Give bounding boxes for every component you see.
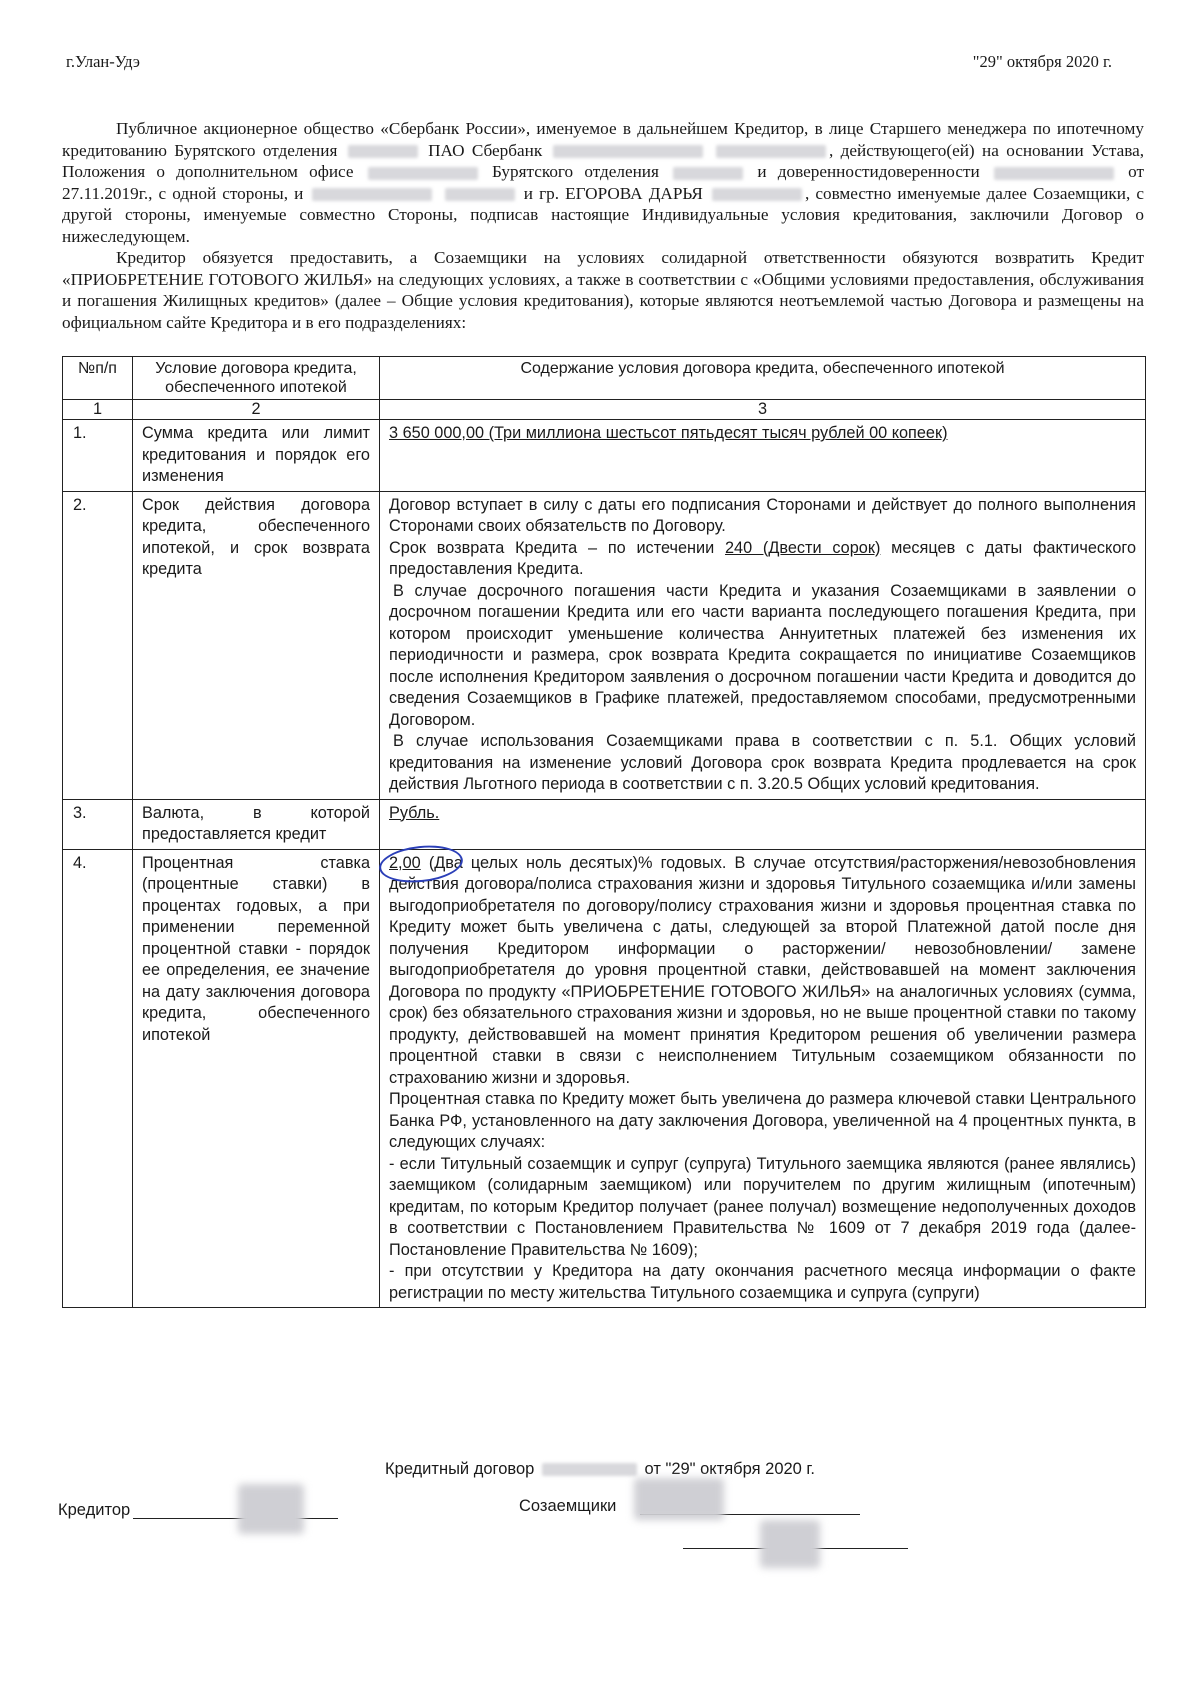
intro-text-part: , совместно именуемые далее Созаемщики, с другой стороны, именуемые совместно Стороны, подписав настоящие Индивидуальные условия кредитования, заключили Договор о нижеследующем. — [62, 183, 1145, 246]
row-content — [380, 491, 1146, 799]
redacted-text — [673, 167, 743, 180]
loan-term-months: 240 (Двести сорок) — [724, 538, 881, 557]
loan-terms-table — [62, 356, 1146, 1308]
intro-text-part: Публичное акционерное общество «Сбербанк России», именуемое в дальнейшем Кредитор, в лице Старшего менеджера по ипотечному кредитованию Бурятского отделения — [62, 119, 1144, 160]
row-number: 3. — [63, 799, 133, 849]
redacted-text — [368, 167, 478, 180]
redacted-text — [312, 188, 432, 201]
row-number: 4. — [63, 849, 133, 1308]
row-condition: Процентная ставка (процентные ставки) в процентах годовых, а при применении переменной процентной ставки - порядок ее определения, ее значение на дату заключения договора кредита, обеспеченного ипотекой — [133, 849, 380, 1308]
creditor-label: Кредитор — [58, 1501, 131, 1519]
term-text: Срок возврата Кредита – по истечении — [389, 538, 715, 557]
rate-paragraph — [389, 853, 1136, 1090]
intro-text-part: и доверенностидоверенности — [757, 162, 980, 181]
term-paragraph: Договор вступает в силу с даты его подписания Сторонами и действует до полного выполнения Сторонами своих обязательств по Договору. — [389, 495, 1136, 535]
creditor-signature — [238, 1484, 304, 1534]
interest-rate-value: 2,00 — [389, 853, 421, 872]
creditor-signature-line — [133, 1518, 338, 1519]
redacted-text — [445, 188, 515, 201]
document-date: "29" октября 2020 г. — [972, 52, 1112, 71]
row-condition: Срок действия договора кредита, обеспеченного ипотекой, и срок возврата кредита — [133, 491, 380, 799]
term-text: месяцев с даты фактического предоставления Кредита. — [389, 538, 1137, 578]
row-content — [380, 849, 1146, 1308]
intro-text — [62, 118, 1144, 333]
header-number: №п/п — [63, 357, 133, 400]
header-content: Содержание условия договора кредита, обеспеченного ипотекой — [380, 357, 1146, 400]
row-content — [380, 799, 1146, 849]
term-paragraph: В случае использования Созаемщиками права в соответствии с п. 5.1. Общих условий кредитования на изменение условий Договора срок возврата Кредита продлевается на срок действия Льготного периода в соответствии с п. 3.20.5 Общих условий кредитования. — [389, 732, 1136, 793]
table-header-row — [63, 357, 1146, 400]
row-number: 2. — [63, 491, 133, 799]
rate-paragraph: - если Титульный созаемщик и супруг (супруга) Титульного заемщика являются (ранее являлись) заемщиком (солидарным заемщиком) или поручителем по другим жилищным (ипотечным) кредитам, по которым Кредитор получает (ранее получал) возмещение недополученных доходов в соответствии с Постановлением Правительства № 1609 от 7 декабря 2019 года (далее- Постановление Правительства № 1609); — [389, 1154, 1136, 1259]
term-paragraph — [389, 538, 1136, 581]
column-number-row — [63, 400, 1146, 420]
intro-text-part: и гр. ЕГОРОВА ДАРЬЯ — [523, 183, 703, 203]
loan-currency: Рубль. — [389, 803, 440, 822]
table-row — [63, 491, 1146, 799]
column-number: 3 — [380, 400, 1146, 420]
intro-text-part: ПАО Сбербанк — [428, 140, 543, 160]
term-paragraph: В случае досрочного погашения части Кредита и указания Созаемщиками в заявлении о досрочном погашении Кредита или его части варианта последующего погашения Кредита, при котором происходит уменьшение количества Аннуитетных платежей без изменения их периодичности и размера, срок возврата Кредита сокращается по инициативе Созаемщиков после исполнения Кредитором заявления о досрочном погашении части Кредита и доводится до сведения Созаемщиков в Графике платежей, предоставляемом способами, предусмотренными Договором. — [389, 581, 1136, 729]
redacted-text — [716, 145, 826, 158]
redacted-text — [994, 167, 1114, 180]
rate-paragraph: - при отсутствии у Кредитора на дату окончания расчетного месяца информации о факте регистрации по месту жительства Титульного созаемщика и супруга (супруги) — [389, 1262, 1136, 1302]
table-row — [63, 420, 1146, 492]
intro-paragraph-obligation: Кредитор обязуется предоставить, а Созаемщики на условиях солидарной ответственности обязуются возвратить Кредит «ПРИОБРЕТЕНИЕ ГОТОВОГО ЖИЛЬЯ» на следующих условиях, а также в соответствии с «Общими условиями предоставления, обслуживания и погашения Жилищных кредитов» (далее – Общие условия кредитования), которые являются неотъемлемой частью Договора и размещены на официальном сайте Кредитора и в его подразделениях: — [62, 248, 1144, 332]
column-number: 2 — [133, 400, 380, 420]
table-row — [63, 799, 1146, 849]
header-condition: Условие договора кредита, обеспеченного ипотекой — [133, 357, 380, 400]
redacted-text — [348, 145, 418, 158]
intro-text-part: Бурятского отделения — [491, 162, 659, 181]
contract-footer-title — [0, 1460, 1200, 1479]
footer-text: от "29" октября 2020 г. — [644, 1460, 816, 1478]
intro-text-part: от 27.11.2019г., с одной стороны, и — [62, 162, 1144, 203]
intro-text-part: , действующего(ей) на основании Устава, Положения о дополнительном офисе — [62, 140, 1145, 181]
coborrowers-label: Созаемщики — [519, 1497, 617, 1515]
intro-paragraph-parties — [62, 118, 1144, 247]
coborrower-signature — [634, 1478, 724, 1520]
row-content — [380, 420, 1146, 492]
row-condition: Валюта, в которой предоставляется кредит — [133, 799, 380, 849]
column-number: 1 — [63, 400, 133, 420]
rate-paragraph: Процентная ставка по Кредиту может быть увеличена до размера ключевой ставки Центрального Банка РФ, установленного на дату заключения Договора, увеличенной на 4 процентных пункта, в следующих случаях: — [389, 1090, 1136, 1151]
redacted-text — [553, 145, 703, 158]
footer-text: Кредитный договор — [384, 1460, 535, 1478]
loan-amount: 3 650 000,00 (Три миллиона шестьсот пятьдесят тысяч рублей 00 копеек) — [389, 424, 948, 442]
row-number: 1. — [63, 420, 133, 492]
table-row — [63, 849, 1146, 1308]
row-condition: Сумма кредита или лимит кредитования и порядок его изменения — [133, 420, 380, 492]
interest-rate — [389, 853, 421, 875]
redacted-text — [542, 1463, 637, 1476]
city: г.Улан-Удэ — [66, 52, 140, 71]
coborrower-signature — [760, 1520, 820, 1568]
redacted-text — [712, 188, 802, 201]
rate-text: (Два целых ноль десятых)% годовых. В случае отсутствия/расторжения/невозобновления действия договора/полиса страхования жизни и здоровья Титульного созаемщика и/или замены выгодоприобретателя по договору/полису страхования жизни и здоровья процентная ставка по Кредиту может быть увеличена с даты, следующей за второй Платежной датой после дня получения Кредитором информации о расторжении/ невозобновлении/ замене выгодоприобретателя до уровня процентной ставки, действовавшей на момент заключения Договора по продукту «ПРИОБРЕТЕНИЕ ГОТОВОГО ЖИЛЬЯ» на аналогичных условиях (сумма, срок) без обязательного страхования жизни и здоровья, но не выше процентной ставки по такому продукту, действовавшей на момент принятия Кредитором решения об увеличении размера процентной ставки в связи с неисполнением Титульным созаемщиком обязанности по страхованию жизни и здоровья. — [389, 853, 1136, 1087]
